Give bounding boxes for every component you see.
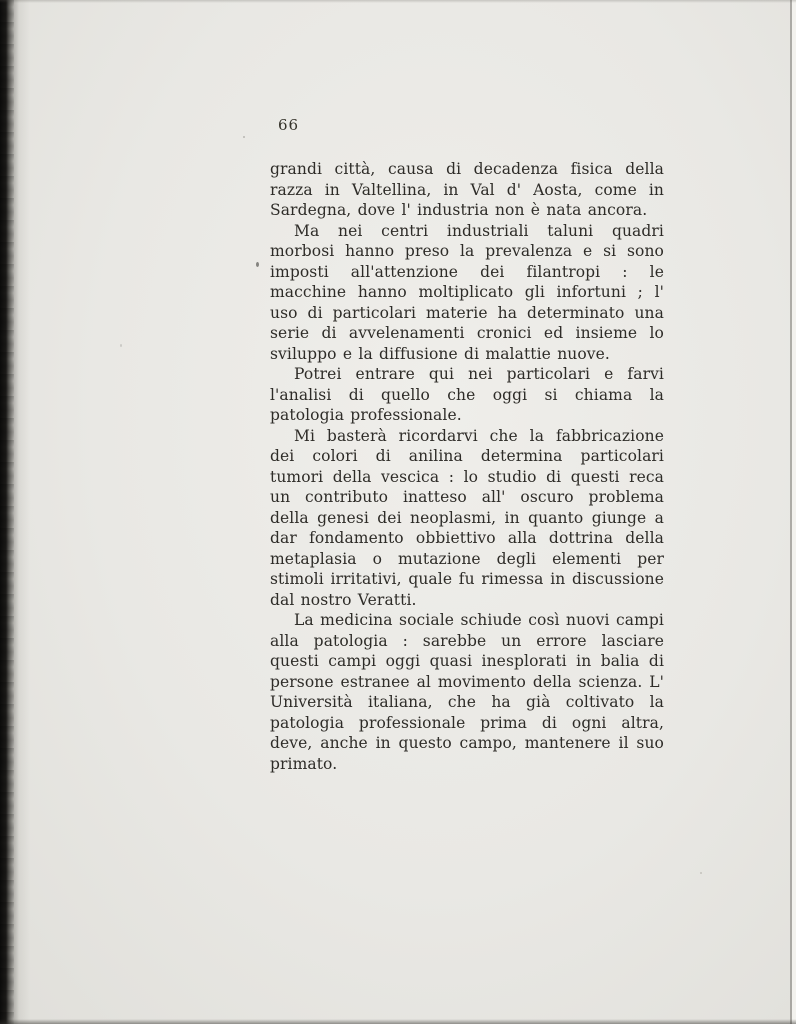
page-right-margin [792, 0, 796, 1024]
paragraph: Mi basterà ricordarvi che la fabbricazione dei colori di anilina determina particolari tumori della vescica : lo studio di questi reca un contributo inatteso all' oscuro problema della genesi dei neoplasmi, in quanto giunge a dar fondamento obbiettivo alla dottrina della metaplasia o mutazione degli elementi per stimoli irritativi, quale fu rimessa in discussione dal nostro Veratti. [270, 426, 664, 609]
body-text-block [270, 159, 664, 774]
binding-texture [0, 0, 14, 1024]
scan-speck [243, 136, 245, 138]
scan-speck [120, 344, 122, 347]
paragraph: Potrei entrare qui nei particolari e farvi l'analisi di quello che oggi si chiama la patologia professionale. [270, 365, 664, 424]
paragraph: Ma nei centri industriali taluni quadri morbosi hanno preso la prevalenza e si sono imposti all'attenzione dei filantropi : le macchine hanno moltiplicato gli infortuni ; l' uso di particolari materie ha determinato una serie di avvelenamenti cronici ed insieme lo sviluppo e la diffusione di malattie nuove. [270, 221, 664, 363]
scan-speck [700, 872, 702, 874]
page-bottom-edge [0, 1019, 796, 1024]
paragraph: La medicina sociale schiude così nuovi campi alla patologia : sarebbe un errore lasciare questi campi oggi quasi inesplorati in balia di persone estranee al movimento della scienza. L' Università italiana, che ha già coltivato la patologia professionale prima di ogni altra, deve, anche in questo campo, mantenere il suo primato. [270, 611, 664, 773]
paragraph: grandi città, causa di decadenza fisica della razza in Valtellina, in Val d' Aosta, come in Sardegna, dove l' industria non è nata ancora. [270, 160, 664, 219]
page-top-edge [0, 0, 796, 3]
page-number: 66 [278, 116, 300, 134]
scan-speck [256, 262, 259, 267]
page-right-edge-line [790, 0, 792, 1024]
